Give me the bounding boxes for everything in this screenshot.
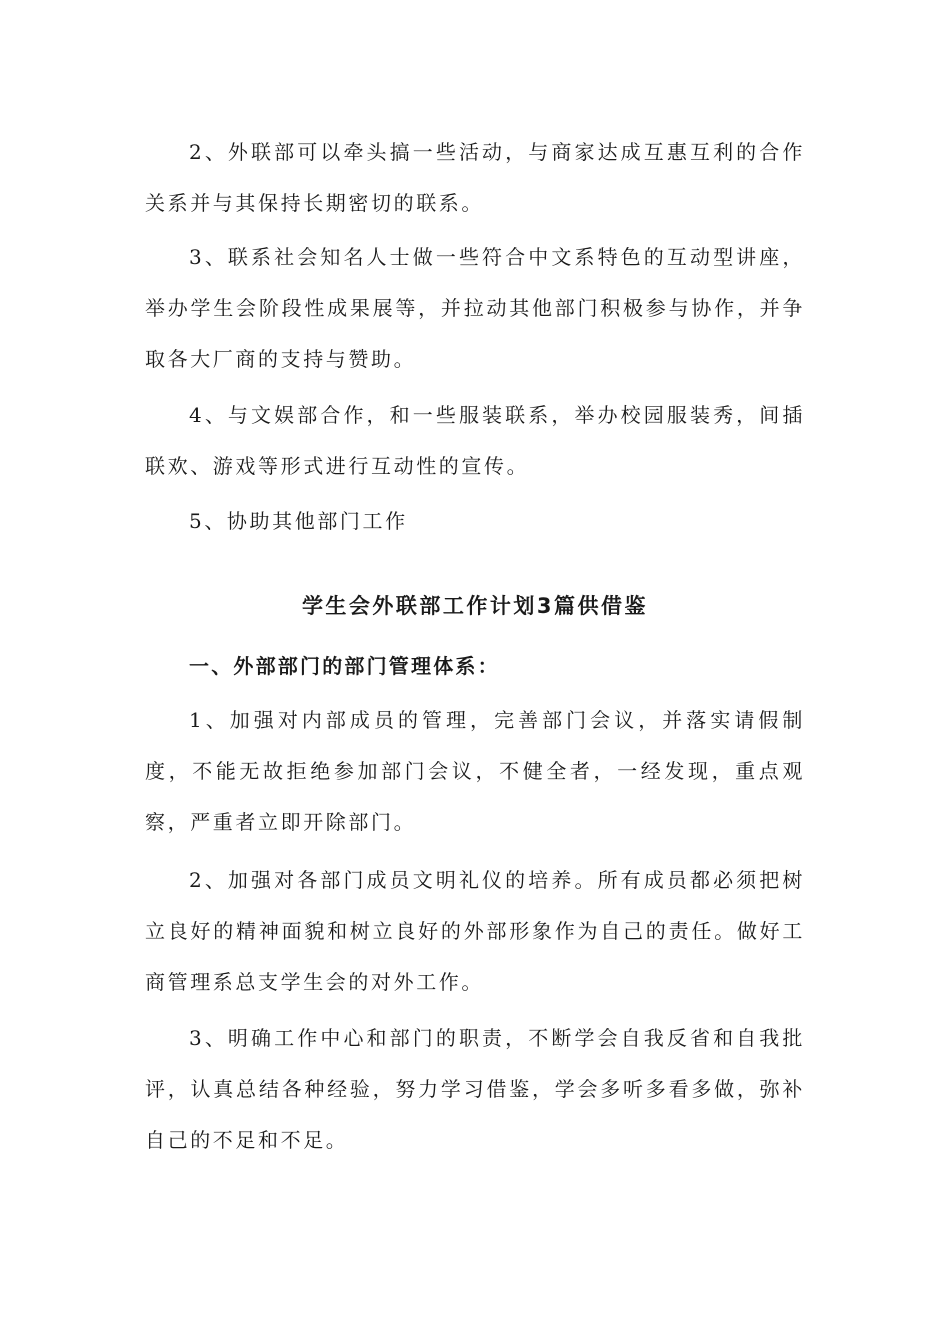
- document-title: 学生会外联部工作计划3篇供借鉴: [301, 594, 649, 618]
- paragraph-mgmt-1: 1、加强对内部成员的管理，完善部门会议，并落实请假制度，不能无故拒绝参加部门会议，不健全者，一经发现，重点观察，严重者立即开除部门。: [145, 708, 805, 834]
- section-heading: 一、外部部门的部门管理体系：: [189, 654, 500, 678]
- paragraph-mgmt-3: 3、明确工作中心和部门的职责，不断学会自我反省和自我批评，认真总结各种经验，努力学习借鉴，学会多听多看多做，弥补自己的不足和不足。: [145, 1026, 805, 1152]
- paragraph-item-5: 5、协助其他部门工作: [189, 509, 408, 533]
- paragraph-item-3: 3、联系社会知名人士做一些符合中文系特色的互动型讲座，举办学生会阶段性成果展等，并拉动其他部门积极参与协作，并争取各大厂商的支持与赞助。: [145, 245, 805, 371]
- paragraph-item-4: 4、与文娱部合作，和一些服装联系，举办校园服装秀，间插联欢、游戏等形式进行互动性的宣传。: [145, 403, 805, 478]
- paragraph-item-2: 2、外联部可以牵头搞一些活动，与商家达成互惠互利的合作关系并与其保持长期密切的联系。: [145, 140, 805, 215]
- paragraph-mgmt-2: 2、加强对各部门成员文明礼仪的培养。所有成员都必须把树立良好的精神面貌和树立良好的外部形象作为自己的责任。做好工商管理系总支学生会的对外工作。: [145, 868, 805, 994]
